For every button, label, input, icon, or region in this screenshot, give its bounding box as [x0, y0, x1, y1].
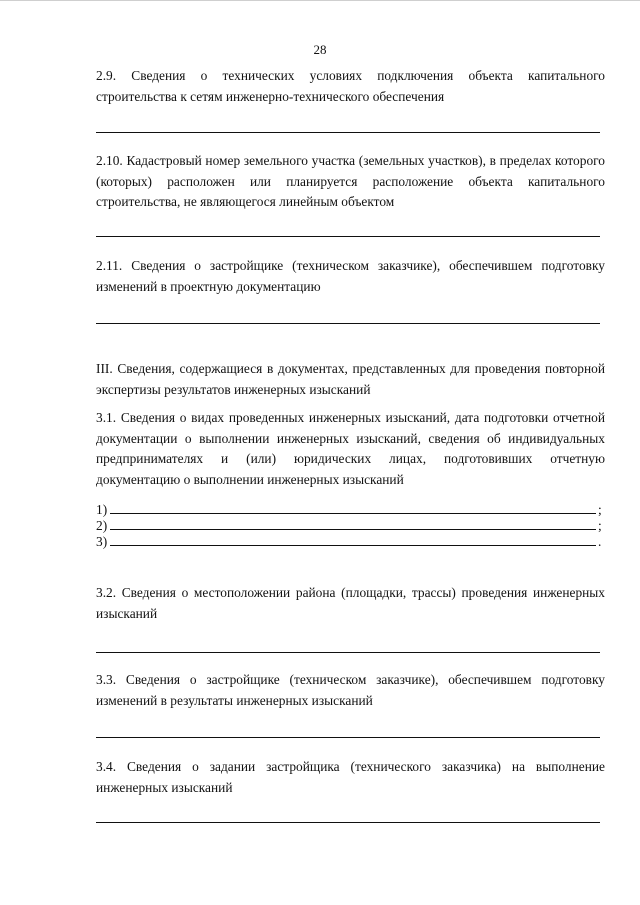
section-text: 2.11. Сведения о застройщике (техническом заказчике), обеспечившем подготовку изменений в проектную документацию [96, 258, 605, 294]
list-item-number: 3) [96, 534, 108, 549]
section-2-10 [60, 151, 605, 213]
fill-line-2-10 [96, 236, 600, 237]
fill-line-3-3 [96, 737, 600, 738]
section-3-3 [60, 670, 605, 711]
section-text: 3.2. Сведения о местоположении района (площадки, трассы) проведения инженерных изысканий [96, 585, 605, 621]
section-2-9 [60, 66, 605, 107]
section-3-2 [60, 583, 605, 624]
section-text: 2.9. Сведения о технических условиях подключения объекта капитального строительства к сетям инженерно-технического обеспечения [96, 68, 605, 104]
list-item-fill-line [110, 533, 596, 546]
fill-line-3-2 [96, 652, 600, 653]
fill-line-3-4 [96, 822, 600, 823]
page-top-edge [0, 0, 640, 7]
list-item-end: . [598, 534, 602, 549]
list-item [96, 500, 606, 516]
section-text: III. Сведения, содержащиеся в документах, представленных для проведения повторной экспертизы результатов инженерных изысканий [96, 361, 605, 397]
list-item-fill-line [110, 517, 596, 530]
section-3-1 [60, 408, 605, 490]
section-3-4 [60, 757, 605, 798]
list-item [96, 532, 606, 548]
blank-list [96, 500, 606, 548]
list-item-fill-line [110, 501, 596, 514]
section-III-heading [60, 359, 605, 400]
list-item-end: ; [598, 502, 602, 517]
list-item [96, 516, 606, 532]
fill-line-2-9 [96, 132, 600, 133]
section-text: 3.3. Сведения о застройщике (техническом заказчике), обеспечившем подготовку изменений в результаты инженерных изысканий [96, 672, 605, 708]
section-text: 3.4. Сведения о задании застройщика (технического заказчика) на выполнение инженерных изысканий [96, 759, 605, 795]
list-item-number: 2) [96, 518, 108, 533]
list-item-end: ; [598, 518, 602, 533]
section-2-11 [60, 256, 605, 297]
list-item-number: 1) [96, 502, 108, 517]
page-number: 28 [313, 42, 327, 57]
section-text: 2.10. Кадастровый номер земельного участка (земельных участков), в пределах которого (которых) расположен или планируется расположение объекта капитального строительства, не являющегося линейным объектом [96, 153, 605, 209]
fill-line-2-11 [96, 323, 600, 324]
section-text: 3.1. Сведения о видах проведенных инженерных изысканий, дата подготовки отчетной документации о выполнении инженерных изысканий, сведения об индивидуальных предпринимателях и (или) юридических лицах, подготовивших отчетную документацию о выполнении инженерных изысканий [96, 410, 605, 487]
